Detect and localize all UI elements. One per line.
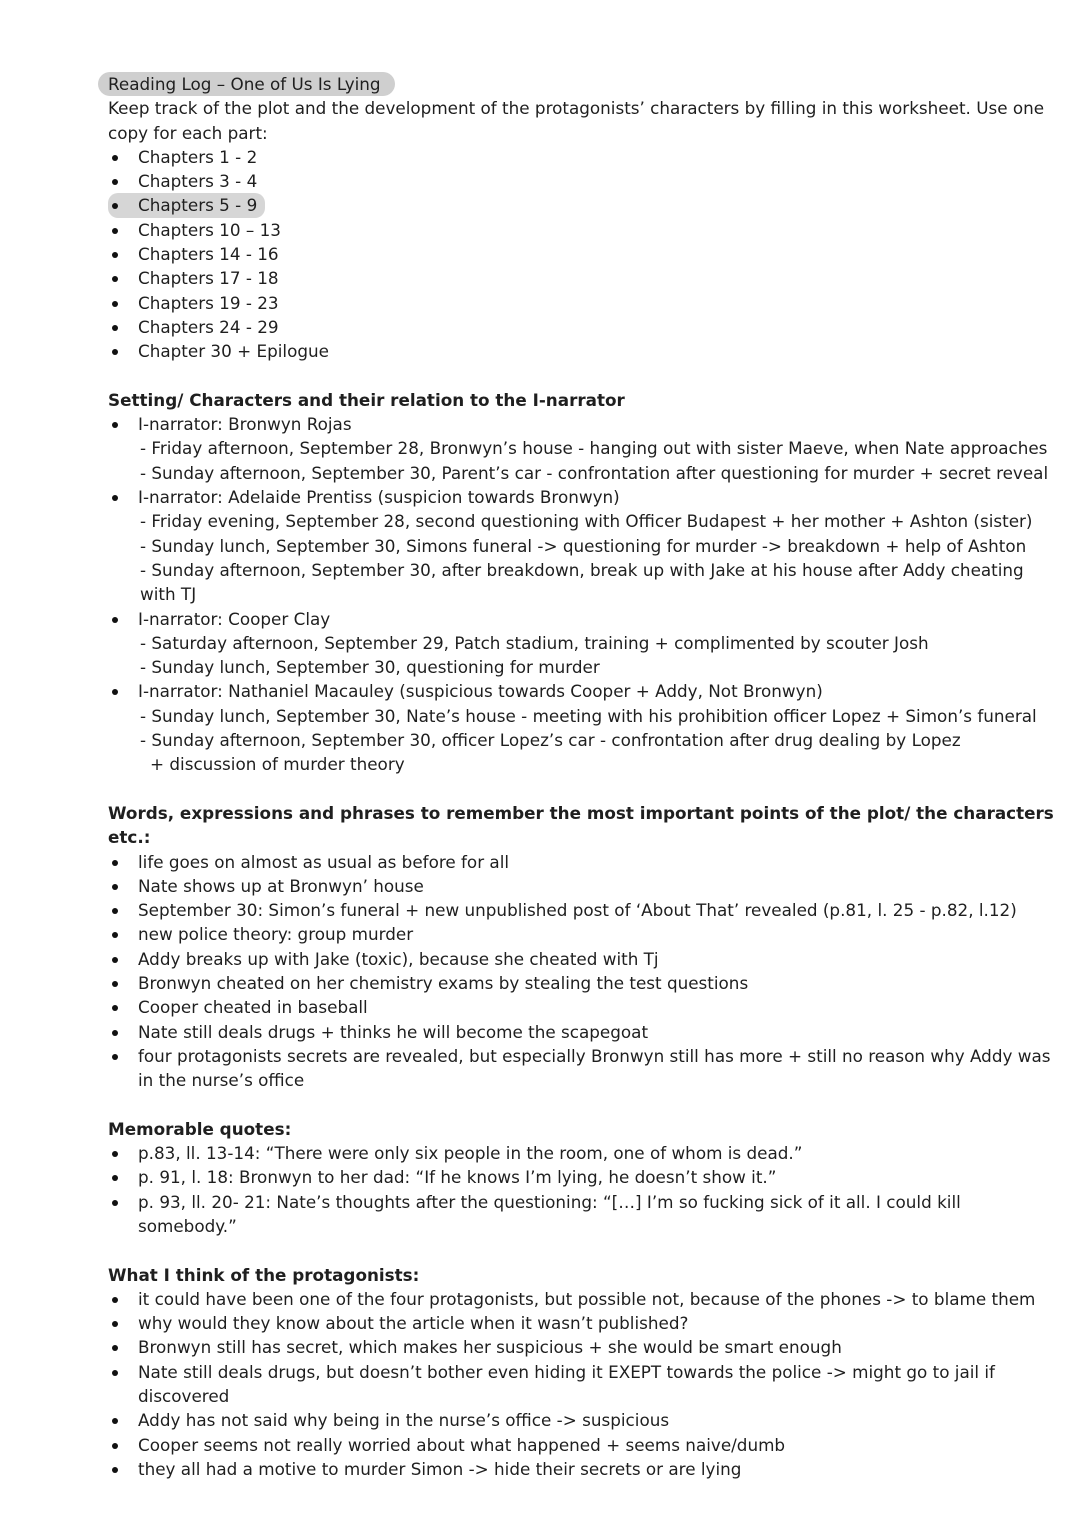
list-item: Nate still deals drugs + thinks he will become the scapegoat (108, 1020, 1058, 1044)
chapter-item: Chapter 30 + Epilogue (108, 339, 1058, 363)
chapter-item: Chapters 3 - 4 (108, 169, 1058, 193)
quote-item: p.83, ll. 13-14: “There were only six people in the room, one of whom is dead.” (108, 1141, 1058, 1165)
worksheet-title: Reading Log – One of Us Is Lying (98, 72, 395, 96)
list-item: new police theory: group murder (108, 922, 1058, 946)
narrator-details: - Friday afternoon, September 28, Bronwyn’s house - hanging out with sister Maeve, when Nate approaches - Sunday afternoon, September 30, Parent’s car - confrontation after questioning for murder + secret reveal (140, 438, 1049, 483)
narrator-details: - Sunday lunch, September 30, Nate’s house - meeting with his prohibition officer Lopez + Simon’s funeral - Sunday afternoon, September 30, officer Lopez’s car - confrontation after drug dealing by Lopez + discussion of murder theory (140, 705, 1037, 775)
opinion-item: Bronwyn still has secret, which makes her suspicious + she would be smart enough (108, 1335, 1058, 1359)
narrator-name: I-narrator: Cooper Clay (138, 608, 331, 629)
opinion-item: why would they know about the article when it wasn’t published? (108, 1311, 1058, 1335)
worksheet (108, 72, 1058, 1481)
narrator-details: - Saturday afternoon, September 29, Patch stadium, training + complimented by scouter Josh - Sunday lunch, September 30, questioning for murder (140, 632, 929, 678)
chapter-item: Chapters 1 - 2 (108, 145, 1058, 169)
opinion-item: they all had a motive to murder Simon -> hide their secrets or are lying (108, 1457, 1058, 1481)
setting-heading: Setting/ Characters and their relation to the I-narrator (108, 389, 625, 410)
narrator-name: I-narrator: Nathaniel Macauley (suspicious towards Cooper + Addy, Not Bronwyn) (138, 681, 823, 702)
opinion-item: Nate still deals drugs, but doesn’t bother even hiding it EXEPT towards the police -> might go to jail if discovered (108, 1360, 1058, 1409)
quotes-heading: Memorable quotes: (108, 1118, 292, 1139)
opinions-heading: What I think of the protagonists: (108, 1264, 420, 1285)
words-list (108, 850, 1058, 1093)
opinion-item: it could have been one of the four protagonists, but possible not, because of the phones -> to blame them (108, 1287, 1058, 1311)
list-item: Nate shows up at Bronwyn’ house (108, 874, 1058, 898)
chapter-item-highlighted: Chapters 5 - 9 (108, 193, 1058, 217)
list-item: September 30: Simon’s funeral + new unpublished post of ‘About That’ revealed (p.81, l. 25 - p.82, l.12) (108, 898, 1058, 922)
narrator-details: - Friday evening, September 28, second questioning with Officer Budapest + her mother + Ashton (sister) - Sunday lunch, September 30, Simons funeral -> questioning for murder -> breakdown + help of Ashton - Sunday afternoon, September 30, after breakdown, break up with Jake at his house after Addy cheating with TJ (140, 511, 1033, 605)
narrator-item (108, 485, 1058, 509)
list-item: Cooper cheated in baseball (108, 995, 1058, 1019)
chapter-item: Chapters 24 - 29 (108, 315, 1058, 339)
narrator-name: I-narrator: Adelaide Prentiss (suspicion towards Bronwyn) (138, 487, 620, 508)
chapter-item: Chapters 10 – 13 (108, 218, 1058, 242)
list-item: four protagonists secrets are revealed, but especially Bronwyn still has more + still no reason why Addy was in the nurse’s office (108, 1044, 1058, 1093)
chapter-list (108, 145, 1058, 364)
chapter-item: Chapters 17 - 18 (108, 266, 1058, 290)
words-heading: Words, expressions and phrases to remember the most important points of the plot/ the characters etc.: (108, 802, 1054, 848)
list-item: Bronwyn cheated on her chemistry exams by stealing the test questions (108, 971, 1058, 995)
list-item: Addy breaks up with Jake (toxic), because she cheated with Tj (108, 947, 1058, 971)
narrator-item (108, 607, 1058, 631)
narrator-list (108, 412, 1058, 436)
quotes-list (108, 1141, 1058, 1238)
list-item: life goes on almost as usual as before for all (108, 850, 1058, 874)
narrator-item (108, 412, 1058, 436)
instructions: Keep track of the plot and the development of the protagonists’ characters by filling in this worksheet. Use one copy for each part: (108, 98, 1045, 143)
chapter-item: Chapters 19 - 23 (108, 291, 1058, 315)
opinion-item: Addy has not said why being in the nurse’s office -> suspicious (108, 1408, 1058, 1432)
opinions-list (108, 1287, 1058, 1481)
quote-item: p. 91, l. 18: Bronwyn to her dad: “If he knows I’m lying, he doesn’t show it.” (108, 1165, 1058, 1189)
narrator-name: I-narrator: Bronwyn Rojas (138, 414, 352, 435)
quote-item: p. 93, ll. 20- 21: Nate’s thoughts after the questioning: “[…] I’m so fucking sick of it all. I could kill somebody.” (108, 1190, 1058, 1239)
narrator-item (108, 679, 1058, 703)
opinion-item: Cooper seems not really worried about what happened + seems naive/dumb (108, 1433, 1058, 1457)
chapter-item: Chapters 14 - 16 (108, 242, 1058, 266)
